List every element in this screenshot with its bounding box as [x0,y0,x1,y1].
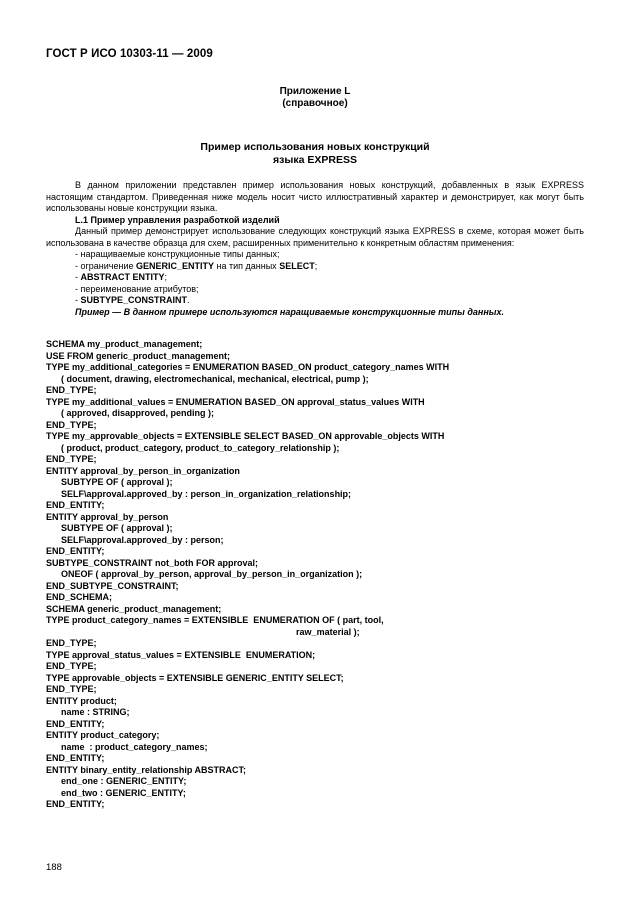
code-line: TYPE approval_status_values = EXTENSIBLE ENUMERATION; [46,649,316,660]
code-line: TYPE product_category_names = EXTENSIBLE ENUMERATION OF ( part, tool, [46,615,384,625]
code-line: SCHEMA my_product_management; [46,339,203,349]
code-line: TYPE my_approvable_objects = EXTENSIBLE SELECT BASED_ON approvable_objects WITH [46,431,445,441]
code-line: END_TYPE; [46,419,97,430]
code-line: SUBTYPE_CONSTRAINT not_both FOR approval; [46,557,259,568]
standard-header: ГОСТ Р ИСО 10303-11 — 2009 [46,48,213,60]
code-line: END_ENTITY; [46,753,105,763]
code-line: end_two : GENERIC_ENTITY; [46,787,186,798]
example-note: Пример — В данном примере используются наращиваемые конструкционные типы данных. [75,306,504,317]
code-line: end_one : GENERIC_ENTITY; [46,776,187,786]
code-line: END_ENTITY; [46,500,105,510]
appendix-label: Приложение L [279,86,351,97]
appendix-title [0,141,630,167]
code-line: TYPE my_additional_values = ENUMERATION BASED_ON approval_status_values WITH [46,396,425,407]
example-description: Данный пример демонстрирует использование следующих конструкций языка EXPRESS в схеме, которая может быть использована в качестве образца для схем, расширенных применительно к конкретным областям применения: [46,226,584,248]
code-line: END_ENTITY; [46,718,105,729]
subsection-heading: L.1 Пример управления разработкой изделий [75,214,280,225]
title-line-1: Пример использования новых конструкций [200,141,430,153]
code-line: END_TYPE; [46,638,97,648]
code-line: ( document, drawing, electromechanical, mechanical, electrical, pump ); [46,373,369,384]
code-line: name : STRING; [46,707,130,717]
code-line: TYPE approvable_objects = EXTENSIBLE GENERIC_ENTITY SELECT; [46,672,344,683]
list-item: - ABSTRACT ENTITY; [75,272,168,282]
code-line: ENTITY binary_entity_relationship ABSTRACT; [46,764,247,775]
code-line: SUBTYPE OF ( approval ); [46,523,173,533]
code-line: ONEOF ( approval_by_person, approval_by_person_in_organization ); [46,569,363,579]
list-item: - переименование атрибутов; [75,283,199,294]
appendix-type: (справочное) [282,98,348,109]
code-line: ( product, product_category, product_to_category_relationship ); [46,442,340,453]
code-line: SCHEMA generic_product_management; [46,603,222,614]
construct-list [46,249,584,307]
code-line: ENTITY product; [46,695,117,706]
code-line: TYPE my_additional_categories = ENUMERATION BASED_ON product_category_names WITH [46,362,450,372]
list-item: - ограничение GENERIC_ENTITY на тип данных SELECT; [75,260,318,271]
code-line: END_ENTITY; [46,546,105,556]
code-line: ENTITY approval_by_person_in_organization [46,465,240,476]
code-line: name : product_category_names; [46,741,208,752]
code-line: END_SUBTYPE_CONSTRAINT; [46,580,179,591]
code-line: END_TYPE; [46,661,97,671]
appendix-heading [0,86,630,110]
code-line: USE FROM generic_product_management; [46,350,231,361]
express-code-listing [46,339,586,811]
code-line: ( approved, disapproved, pending ); [46,408,215,418]
code-line: END_TYPE; [46,385,97,395]
code-line: SUBTYPE OF ( approval ); [46,477,173,487]
title-line-2: языка EXPRESS [273,154,357,166]
code-line: END_TYPE; [46,454,97,464]
intro-paragraph: В данном приложении представлен пример использования новых конструкций, добавленных в язык EXPRESS настоящим стандартом. Приведенная ниже модель носит чисто иллюстративный характер и демонстрирует, как могут быть использованы новые конструкции языка. [46,180,584,213]
code-line: END_TYPE; [46,684,97,694]
code-line: END_SCHEMA; [46,592,113,602]
intro-section [46,180,584,318]
list-item: - SUBTYPE_CONSTRAINT. [75,295,190,305]
code-line: ENTITY approval_by_person [46,511,169,522]
code-line: raw_material ); [46,626,360,637]
code-line: END_ENTITY; [46,799,105,809]
page-number: 188 [46,862,62,873]
code-line: SELF\approval.approved_by : person_in_organization_relationship; [46,488,352,499]
code-line: SELF\approval.approved_by : person; [46,534,224,545]
code-line: ENTITY product_category; [46,730,160,740]
list-item: - наращиваемые конструкционные типы данных; [75,249,280,259]
